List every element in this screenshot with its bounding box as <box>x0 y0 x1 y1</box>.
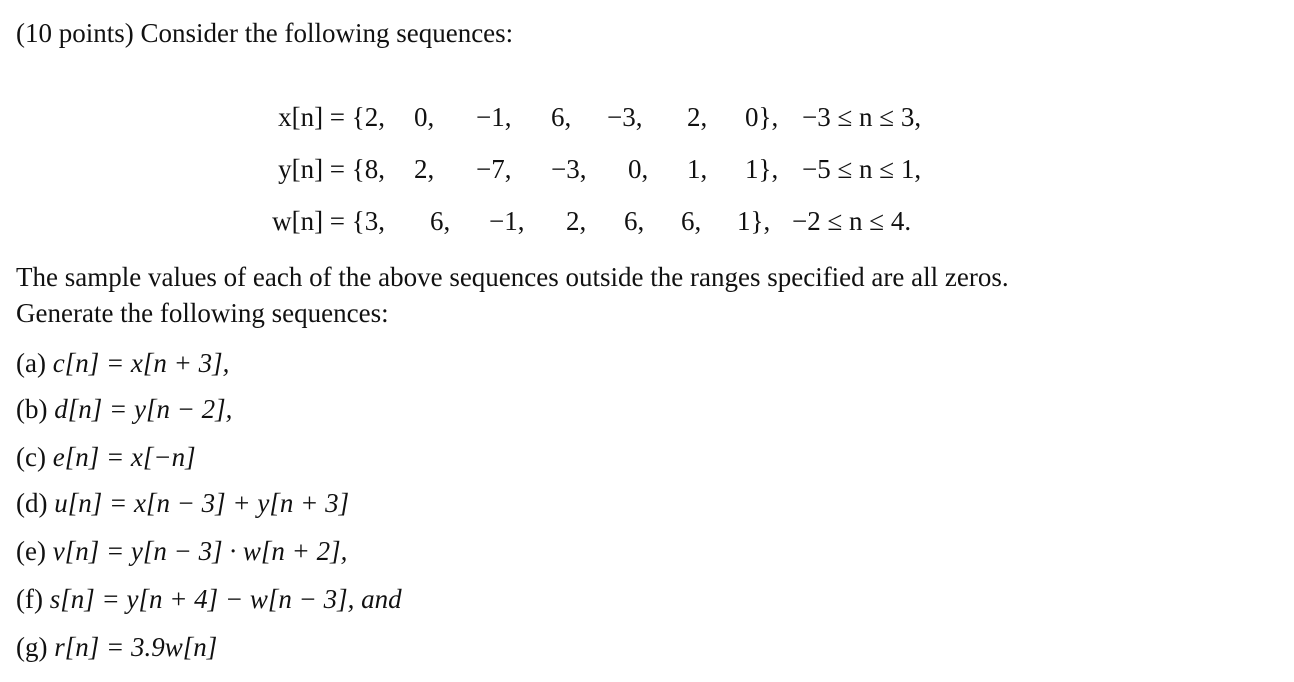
sequence-w-value: −1, <box>489 206 525 236</box>
sequence-y-lhs: y[n] = {8, <box>278 154 385 184</box>
sequence-w-value: 6, <box>430 206 451 236</box>
sequence-x-value: 2, <box>687 102 708 132</box>
sequence-x-value: 6, <box>551 102 572 132</box>
sequence-w-value: 1}, <box>737 206 771 236</box>
list-item-d <box>16 490 349 517</box>
sequence-w-value: 6, <box>624 206 645 236</box>
list-item-g <box>16 634 217 661</box>
paragraph-line-2: Generate the following sequences: <box>16 298 389 328</box>
sequence-y-value: 1, <box>687 154 708 184</box>
sequence-y <box>0 156 1294 186</box>
item-expression: r[n] = 3.9w[n] <box>54 632 218 662</box>
list-item-b <box>16 396 232 423</box>
item-label: (a) <box>16 348 46 378</box>
sequence-x-lhs: x[n] = {2, <box>278 102 385 132</box>
sequence-x-value: −3, <box>607 102 643 132</box>
sequence-x-value: 0}, <box>745 102 779 132</box>
item-expression: c[n] = x[n + 3], <box>52 348 230 378</box>
sequence-w <box>0 208 1294 238</box>
sequence-w-range: −2 ≤ n ≤ 4. <box>792 206 912 236</box>
sequence-y-range: −5 ≤ n ≤ 1, <box>802 154 922 184</box>
sequence-x-value: −1, <box>476 102 512 132</box>
item-expression: v[n] = y[n − 3] · w[n + 2], <box>52 536 348 566</box>
item-label: (g) <box>16 632 48 662</box>
sequence-y-value: −7, <box>476 154 512 184</box>
item-label: (c) <box>16 442 46 472</box>
item-expression: d[n] = y[n − 2], <box>54 394 233 424</box>
paragraph-line-1: The sample values of each of the above sequences outside the ranges specified are all zeros. <box>16 262 1009 292</box>
sequence-y-value: 2, <box>414 154 435 184</box>
sequence-y-value: 0, <box>628 154 649 184</box>
sequence-y-value: −3, <box>551 154 587 184</box>
list-item-c <box>16 444 196 471</box>
item-label: (e) <box>16 536 46 566</box>
item-expression: u[n] = x[n − 3] + y[n + 3] <box>54 488 350 518</box>
sequence-y-value: 1}, <box>745 154 779 184</box>
sequence-x-range: −3 ≤ n ≤ 3, <box>802 102 922 132</box>
list-item-a <box>16 350 229 377</box>
list-item-f <box>16 586 402 613</box>
list-item-e <box>16 538 347 565</box>
sequence-x <box>0 104 1294 134</box>
item-label: (d) <box>16 488 48 518</box>
sequence-x-value: 0, <box>414 102 435 132</box>
sequence-w-lhs: w[n] = {3, <box>272 206 385 236</box>
problem-intro: (10 points) Consider the following sequences: <box>16 18 514 48</box>
sequence-w-value: 6, <box>681 206 702 236</box>
item-label: (b) <box>16 394 48 424</box>
sequence-w-value: 2, <box>566 206 587 236</box>
item-expression: e[n] = x[−n] <box>52 442 196 472</box>
item-label: (f) <box>16 584 43 614</box>
item-expression: s[n] = y[n + 4] − w[n − 3], and <box>49 584 402 614</box>
